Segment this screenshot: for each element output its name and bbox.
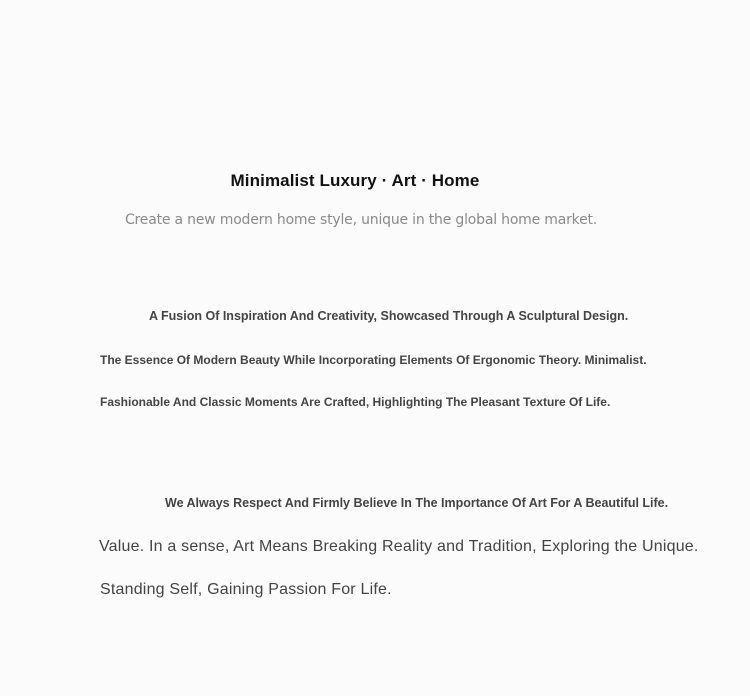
page-title: Minimalist Luxury · Art · Home	[230, 171, 480, 190]
section-one-line-3: Fashionable And Classic Moments Are Crafted, Highlighting The Pleasant Texture Of Life.	[100, 395, 611, 409]
section-two-line-1: We Always Respect And Firmly Believe In The Importance Of Art For A Beautiful Life.	[165, 496, 669, 510]
section-one-line-2: The Essence Of Modern Beauty While Incorporating Elements Of Ergonomic Theory. Minimalist.	[100, 353, 647, 367]
page-subtitle: Create a new modern home style, unique in the global home market.	[124, 212, 598, 228]
section-one-line-1: A Fusion Of Inspiration And Creativity, Showcased Through A Sculptural Design.	[149, 309, 629, 323]
section-two-line-2: Value. In a sense, Art Means Breaking Reality and Tradition, Exploring the Unique.	[99, 538, 699, 555]
section-two-line-3: Standing Self, Gaining Passion For Life.	[100, 581, 392, 598]
